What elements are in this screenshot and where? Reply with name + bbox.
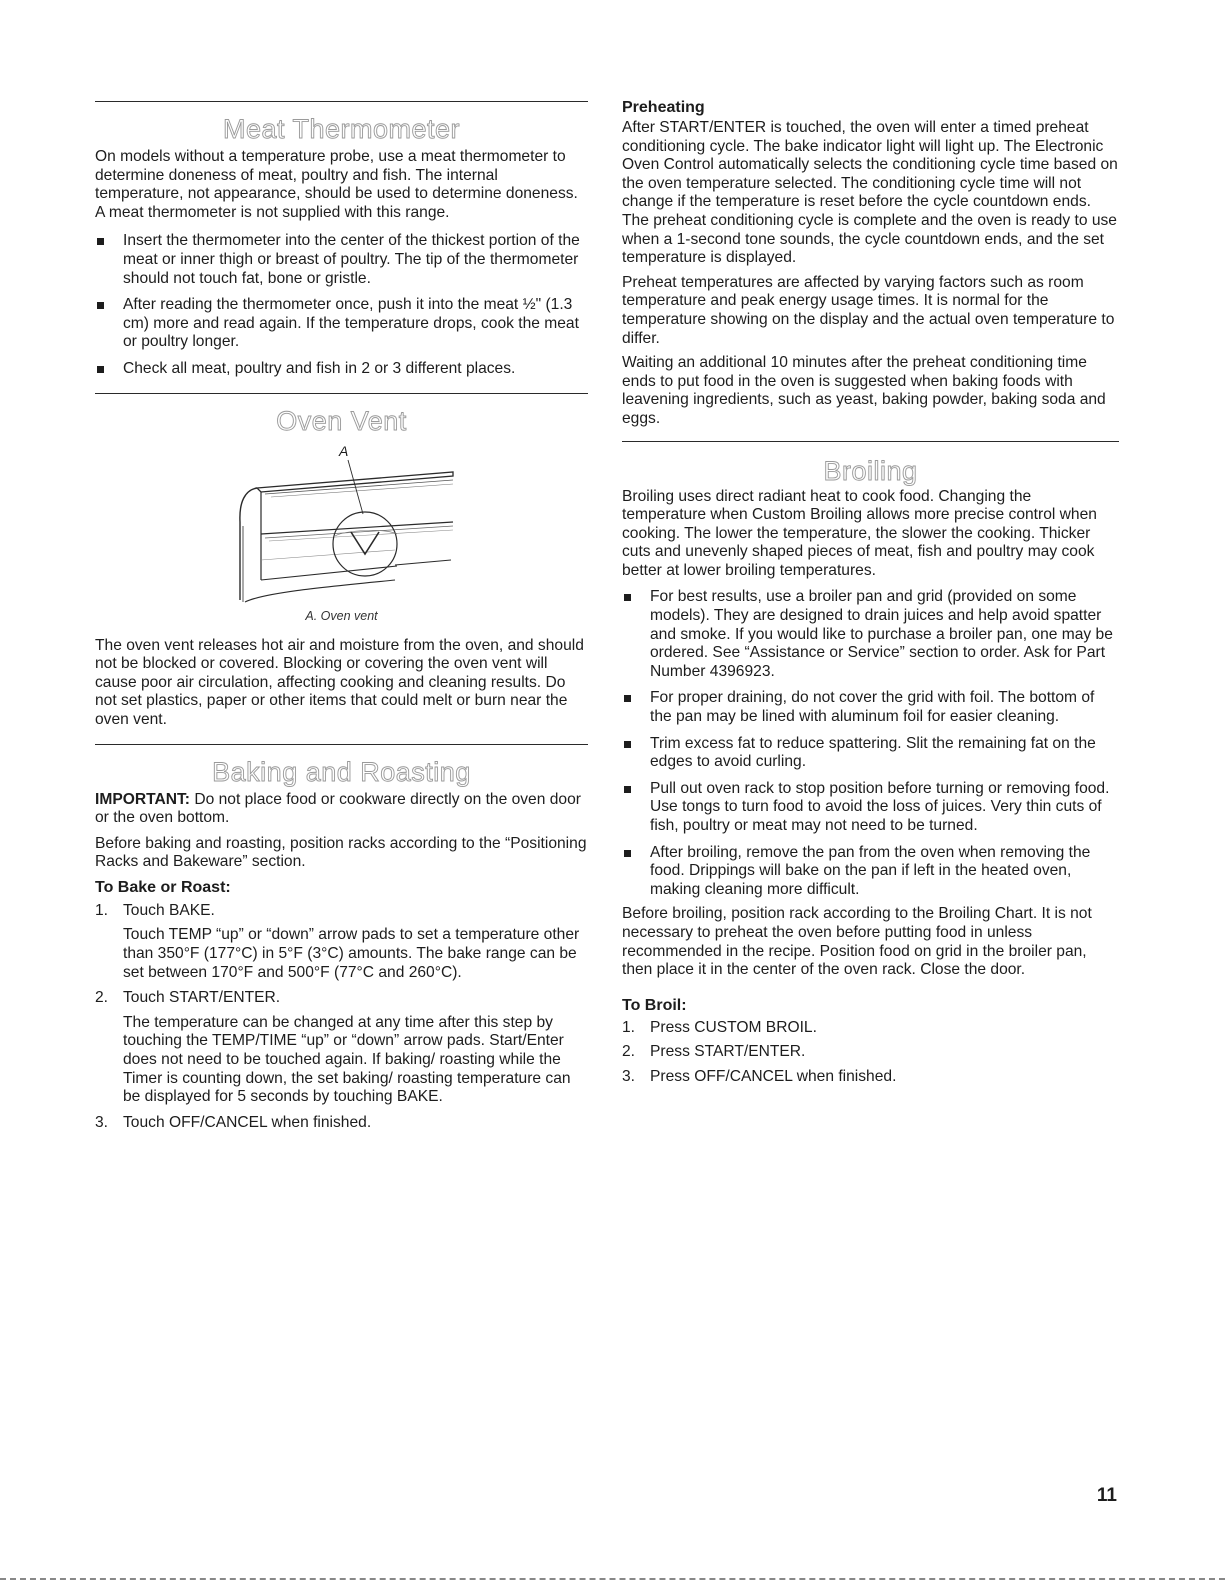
important-note bbox=[95, 791, 588, 828]
step-item bbox=[622, 1068, 1119, 1087]
step-detail: Touch TEMP “up” or “down” arrow pads to set a temperature other than 350°F (177°C) in 5°F (3°C) amounts. The bake range can be set between 170°F and 500°F (77°C and 260°C). bbox=[123, 926, 580, 981]
meat-intro: On models without a temperature probe, use a meat thermometer to determine doneness of meat, poultry and fish. The internal temperature, not appearance, should be used to determine doneness. A meat thermometer is not supplied with this range. bbox=[95, 148, 578, 221]
step-text: Touch BAKE. bbox=[123, 901, 215, 919]
left-column bbox=[95, 0, 588, 1132]
oven-vent-figure bbox=[95, 442, 588, 627]
step-number: 1. bbox=[95, 901, 109, 919]
preheating-heading: Preheating bbox=[622, 99, 705, 116]
bake-steps bbox=[95, 902, 588, 1133]
list-item: Check all meat, poultry and fish in 2 or 3 different places. bbox=[95, 360, 588, 379]
step-item bbox=[95, 1114, 588, 1133]
meat-thermometer-title: Meat Thermometer bbox=[222, 114, 461, 144]
page-number: 11 bbox=[1096, 1485, 1117, 1506]
important-text: Do not place food or cookware directly on the oven door or the oven bottom. bbox=[95, 790, 581, 827]
oven-vent-illustration bbox=[95, 442, 588, 627]
step-detail: The temperature can be changed at any time after this step by touching the TEMP/TIME “up” or “down” arrow pads. Start/Enter does not need to be touched again. If baking/ roasting while the Timer is counting down, the set baking/ roasting temperature can be displayed for 5 seconds by touching BAKE. bbox=[123, 1013, 571, 1106]
section-rule bbox=[622, 441, 1119, 442]
step-item bbox=[95, 989, 588, 1107]
preheating-paragraph: After START/ENTER is touched, the oven will enter a timed preheat conditioning cycle. The bake indicator light will light up. The Electronic Oven Control automatically selects the conditioning cycle time based on the oven temperature selected. The conditioning cycle time will not change if the temperature is reset before the cycle countdown ends. The preheat conditioning cycle is complete and the oven is ready to use when a 1-second tone sounds, the cycle countdown ends, and the set temperature is displayed. bbox=[622, 119, 1118, 267]
broil-steps bbox=[622, 1019, 1119, 1087]
step-item bbox=[95, 902, 588, 982]
broiling-title: Broiling bbox=[823, 455, 918, 486]
step-number: 2. bbox=[95, 989, 109, 1007]
preheating-paragraph: Preheat temperatures are affected by varying factors such as room temperature and peak energy usage times. It is normal for the temperature showing on the display and the actual oven temperature to differ. bbox=[622, 273, 1115, 347]
step-item bbox=[622, 1019, 1119, 1038]
section-rule bbox=[95, 744, 588, 745]
baking-before: Before baking and roasting, position racks according to the “Positioning Racks and Bakeware” section. bbox=[95, 834, 587, 871]
list-item: For best results, use a broiler pan and grid (provided on some models). They are designed to drain juices and help avoid spatter and smoke. If you would like to purchase a broiler pan, one may be ordered. See “Assistance or Service” section to order. Ask for Part Number 4396923. bbox=[622, 588, 1119, 681]
step-text: Touch OFF/CANCEL when finished. bbox=[123, 1113, 372, 1131]
broiling-intro: Broiling uses direct radiant heat to cook food. Changing the temperature when Custom Broiling allows more precise control when cooking. The lower the temperature, the slower the cooking. Thicker cuts and unevenly shaped pieces of meat, fish and poultry may cook better at lower broiling temperatures. bbox=[622, 487, 1097, 579]
broiling-bullets bbox=[622, 588, 1119, 899]
oven-vent-title: Oven Vent bbox=[276, 405, 407, 436]
step-number: 3. bbox=[622, 1067, 636, 1085]
list-item: Trim excess fat to reduce spattering. Slit the remaining fat on the edges to avoid curling. bbox=[622, 735, 1119, 772]
bake-roast-subheading: To Bake or Roast: bbox=[95, 878, 231, 896]
step-text: Press START/ENTER. bbox=[650, 1043, 806, 1061]
step-number: 2. bbox=[622, 1043, 636, 1061]
step-text: Press CUSTOM BROIL. bbox=[650, 1018, 817, 1036]
step-item bbox=[622, 1043, 1119, 1062]
figure-callout-label: A bbox=[339, 442, 349, 459]
list-item: Insert the thermometer into the center of the thickest portion of the meat or inner thigh or breast of poultry. The tip of the thermometer should not touch fat, bone or gristle. bbox=[95, 232, 588, 288]
list-item: After reading the thermometer once, push it into the meat ½" (1.3 cm) more and read again. If the temperature drops, cook the meat or poultry longer. bbox=[95, 296, 588, 352]
section-rule bbox=[95, 393, 588, 394]
broiling-before: Before broiling, position rack according to the Broiling Chart. It is not necessary to preheat the oven before putting food in unless recommended in the recipe. Position food on grid in the broiler pan, then place it in the center of the oven rack. Close the door. bbox=[622, 905, 1092, 979]
list-item: After broiling, remove the pan from the oven when removing the food. Drippings will bake on the pan if left in the heated oven, making cleaning more difficult. bbox=[622, 844, 1119, 900]
right-column bbox=[622, 0, 1119, 1087]
step-text: Press OFF/CANCEL when finished. bbox=[650, 1067, 897, 1085]
step-number: 1. bbox=[622, 1018, 636, 1036]
important-label: IMPORTANT: bbox=[95, 790, 190, 808]
broil-subheading: To Broil: bbox=[622, 996, 687, 1014]
step-number: 3. bbox=[95, 1113, 109, 1131]
oven-vent-body: The oven vent releases hot air and moisture from the oven, and should not be blocked or covered. Blocking or covering the oven vent will cause poor air circulation, affecting cooking and cleaning results. Do not set plastics, paper or other items that could melt or burn near the oven vent. bbox=[95, 636, 584, 728]
list-item: For proper draining, do not cover the grid with foil. The bottom of the pan may be lined with aluminum foil for easier cleaning. bbox=[622, 689, 1119, 726]
preheating-paragraph: Waiting an additional 10 minutes after the preheat conditioning time ends to put food in the oven is suggested when baking foods with leavening ingredients, such as yeast, baking powder, baking soda and eggs. bbox=[622, 354, 1106, 427]
step-text: Touch START/ENTER. bbox=[123, 989, 281, 1007]
figure-caption: A. Oven vent bbox=[305, 608, 378, 623]
page-bottom-edge bbox=[0, 1578, 1225, 1580]
baking-roasting-title: Baking and Roasting bbox=[212, 756, 471, 787]
section-rule bbox=[95, 101, 588, 102]
list-item: Pull out oven rack to stop position before turning or removing food. Use tongs to turn food to avoid the loss of juices. Very thin cuts of fish, poultry or meat may not need to be turned. bbox=[622, 780, 1119, 836]
meat-bullets bbox=[95, 232, 588, 378]
